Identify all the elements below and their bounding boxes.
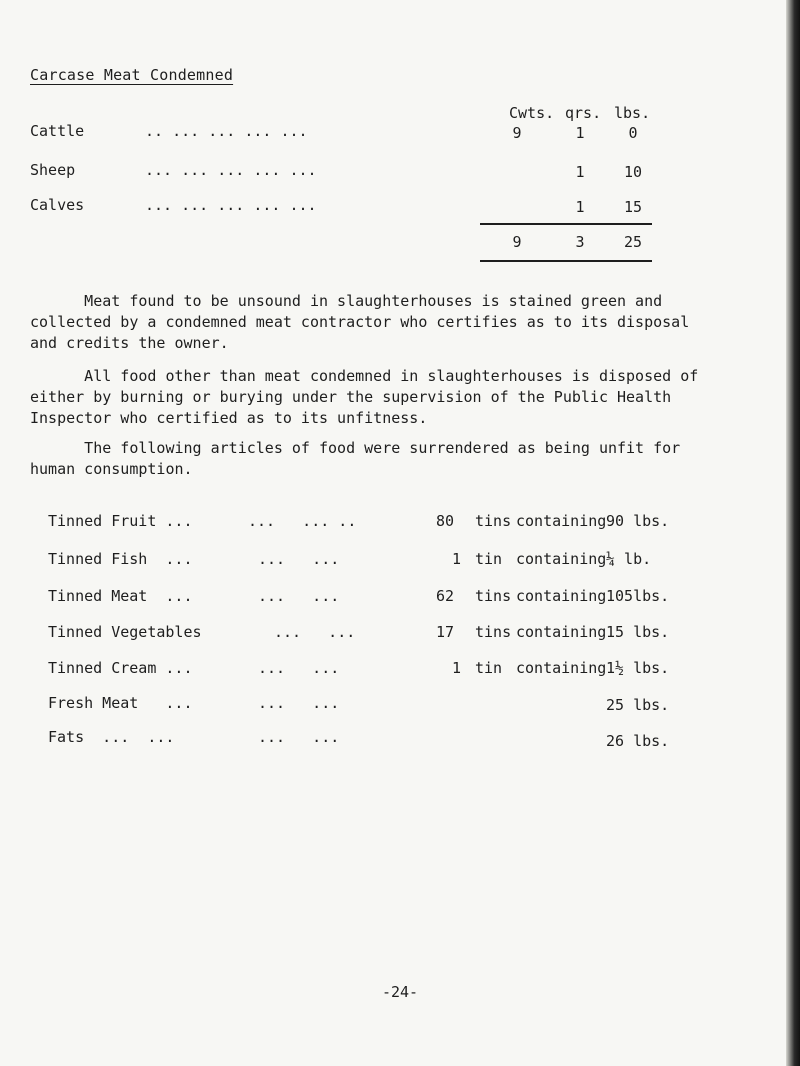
calves-lbs: 15 bbox=[623, 198, 643, 216]
item-amount: 1½ lbs. bbox=[606, 659, 670, 677]
paragraph-line: All food other than meat condemned in slaughterhouses is disposed of bbox=[30, 367, 699, 385]
total-cwts: 9 bbox=[512, 233, 522, 251]
item-amount: 26 lbs. bbox=[606, 732, 670, 750]
item-qty: 17 bbox=[436, 623, 455, 641]
row-label-calves: Calves bbox=[30, 196, 85, 214]
item-amount: 90 lbs. bbox=[606, 512, 670, 530]
item-amount: ¼ lb. bbox=[606, 550, 652, 568]
paragraph-line: human consumption. bbox=[30, 460, 193, 478]
paragraph-other-food bbox=[30, 366, 699, 429]
paragraph-line: The following articles of food were surrendered as being unfit for bbox=[30, 439, 681, 457]
total-lbs: 25 bbox=[623, 233, 643, 251]
header-lbs: lbs. bbox=[614, 104, 651, 122]
item-qty: 62 bbox=[436, 587, 455, 605]
item-containing: containing bbox=[516, 659, 607, 677]
leader-dots: ... ... bbox=[258, 659, 340, 677]
leader-dots: ... ... bbox=[258, 728, 340, 746]
item-amount: 105lbs. bbox=[606, 587, 670, 605]
paragraph-line: collected by a condemned meat contractor who certifies as to its disposal bbox=[30, 313, 690, 331]
header-cwts: Cwts. bbox=[509, 104, 555, 122]
paragraph-stained-meat bbox=[30, 291, 690, 354]
total-rule-bottom bbox=[480, 260, 652, 262]
leader-dots: ... ... bbox=[258, 694, 340, 712]
total-rule-top bbox=[480, 223, 652, 225]
row-label-cattle: Cattle bbox=[30, 122, 85, 140]
item-amount: 25 lbs. bbox=[606, 696, 670, 714]
item-unit: tins bbox=[475, 512, 512, 530]
item-qty: 80 bbox=[436, 512, 455, 530]
leader-dots: ... ... .. bbox=[248, 512, 357, 530]
item-unit: tins bbox=[475, 587, 512, 605]
header-qrs: qrs. bbox=[565, 104, 602, 122]
item-containing: containing bbox=[516, 587, 607, 605]
leader-dots: ... ... bbox=[258, 587, 340, 605]
item-label: Tinned Fish ... bbox=[48, 550, 193, 568]
page-number: -24- bbox=[381, 983, 419, 1001]
cattle-cwts: 9 bbox=[512, 124, 522, 142]
cattle-lbs: 0 bbox=[628, 124, 638, 142]
item-amount: 15 lbs. bbox=[606, 623, 670, 641]
leader-dots: ... ... ... ... ... bbox=[145, 196, 317, 214]
item-containing: containing bbox=[516, 623, 607, 641]
item-unit: tins bbox=[475, 623, 512, 641]
sheep-lbs: 10 bbox=[623, 163, 643, 181]
total-qrs: 3 bbox=[575, 233, 585, 251]
leader-dots: ... ... bbox=[258, 550, 340, 568]
item-label: Tinned Vegetables bbox=[48, 623, 202, 641]
item-qty: 1 bbox=[452, 550, 462, 568]
scan-edge bbox=[786, 0, 800, 1066]
paragraph-line: and credits the owner. bbox=[30, 334, 229, 352]
item-label: Tinned Cream ... bbox=[48, 659, 193, 677]
row-label-sheep: Sheep bbox=[30, 161, 76, 179]
section-title: Carcase Meat Condemned bbox=[30, 66, 234, 84]
calves-qrs: 1 bbox=[575, 198, 585, 216]
paragraph-line: either by burning or burying under the supervision of the Public Health bbox=[30, 388, 672, 406]
leader-dots: ... ... bbox=[274, 623, 356, 641]
item-label: Tinned Fruit ... bbox=[48, 512, 193, 530]
paragraph-surrendered bbox=[30, 438, 681, 480]
item-unit: tin bbox=[475, 550, 503, 568]
item-label: Fats ... ... bbox=[48, 728, 175, 746]
item-containing: containing bbox=[516, 550, 607, 568]
leader-dots: ... ... ... ... ... bbox=[145, 161, 317, 179]
paragraph-line: Inspector who certified as to its unfitness. bbox=[30, 409, 428, 427]
paragraph-line: Meat found to be unsound in slaughterhouses is stained green and bbox=[30, 292, 663, 310]
sheep-qrs: 1 bbox=[575, 163, 585, 181]
item-unit: tin bbox=[475, 659, 503, 677]
item-label: Tinned Meat ... bbox=[48, 587, 193, 605]
cattle-qrs: 1 bbox=[575, 124, 585, 142]
leader-dots: .. ... ... ... ... bbox=[145, 122, 308, 140]
item-containing: containing bbox=[516, 512, 607, 530]
item-label: Fresh Meat ... bbox=[48, 694, 193, 712]
item-qty: 1 bbox=[452, 659, 462, 677]
